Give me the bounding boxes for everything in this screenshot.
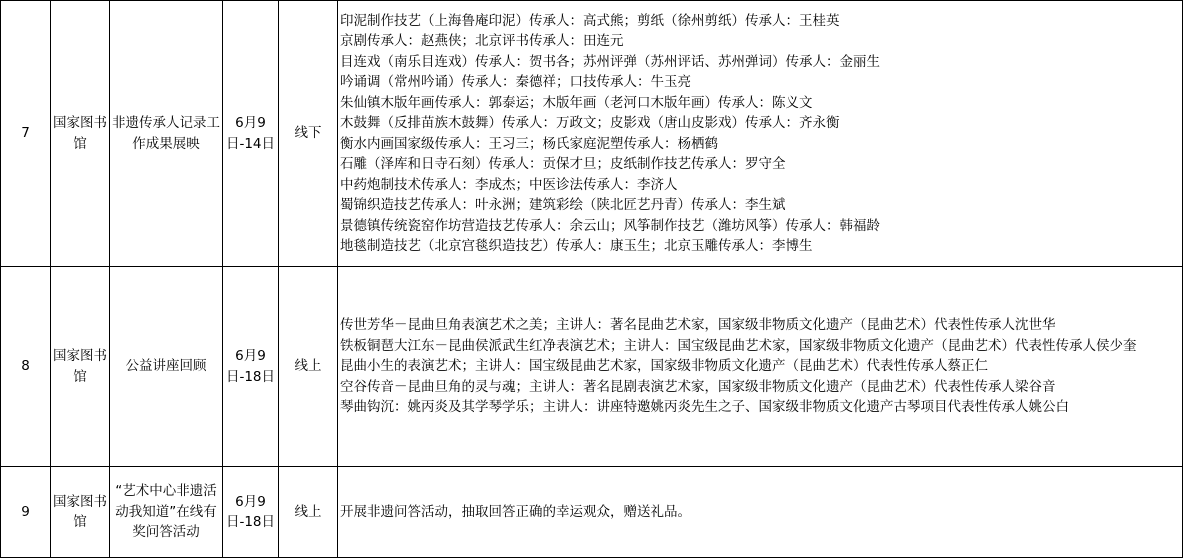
- content-cell: [338, 1, 1183, 267]
- activity-name-cell: “艺术中心非遗活动我知道”在线有奖问答活动: [110, 467, 223, 558]
- content-line: 传世芳华－昆曲旦角表演艺术之美；主讲人：著名昆曲艺术家，国家级非物质文化遗产（昆曲艺术）代表性传承人沈世华: [340, 317, 1056, 334]
- content-line: 地毯制造技艺（北京宫毯织造技艺）传承人：康玉生；北京玉雕传承人：李博生: [340, 238, 813, 254]
- content-line: 蜀锦织造技艺传承人：叶永洲；建筑彩绘（陕北匠艺丹青）传承人：李生斌: [340, 197, 786, 213]
- date-cell: 6月9日-18日: [223, 467, 279, 558]
- activity-name-cell: 公益讲座回顾: [110, 267, 223, 467]
- organizer-cell: 国家图书馆: [51, 467, 110, 558]
- content-line: 昆曲小生的表演艺术；主讲人：国宝级昆曲艺术家，国家级非物质文化遗产（昆曲艺术）代表性传承人蔡正仁: [340, 358, 988, 375]
- mode-cell: 线上: [279, 267, 338, 467]
- content-line: 朱仙镇木版年画传承人：郭泰运；木版年画（老河口木版年画）传承人：陈义文: [340, 94, 813, 111]
- content-line: 琴曲钩沉：姚丙炎及其学琴学乐；主讲人：讲座特邀姚丙炎先生之子、国家级非物质文化遗产古琴项目代表性传承人姚公白: [340, 399, 1069, 416]
- row-number: 8: [1, 267, 51, 467]
- date-cell: 6月9日-14日: [223, 1, 279, 267]
- date-cell: 6月9日-18日: [223, 267, 279, 467]
- content-line: 石雕（泽库和日寺石刻）传承人：贡保才旦；皮纸制作技艺传承人：罗守全: [340, 156, 786, 172]
- table-row: [1, 467, 1183, 558]
- content-line: 衡水内画国家级传承人：王习三；杨氏家庭泥塑传承人：杨栖鹤: [340, 135, 718, 152]
- content-line: 开展非遗问答活动，抽取回答正确的幸运观众，赠送礼品。: [340, 503, 691, 520]
- content-line: 铁板铜琶大江东－昆曲侯派武生红净表演艺术；主讲人：国宝级昆曲艺术家，国家级非物质文化遗产（昆曲艺术）代表性传承人侯少奎: [340, 337, 1137, 354]
- activity-name-cell: 非遗传承人记录工作成果展映: [110, 1, 223, 267]
- organizer-cell: 国家图书馆: [51, 267, 110, 467]
- content-line: 景德镇传统瓷窑作坊营造技艺传承人：余云山；风筝制作技艺（潍坊风筝）传承人：韩福龄: [340, 217, 880, 234]
- table-row: [1, 1, 1183, 267]
- row-number: 9: [1, 467, 51, 558]
- content-line: 印泥制作技艺（上海鲁庵印泥）传承人：高式熊；剪纸（徐州剪纸）传承人：王桂英: [340, 12, 840, 29]
- content-line: 目连戏（南乐目连戏）传承人：贺书各；苏州评弹（苏州评话、苏州弹词）传承人：金丽生: [340, 53, 880, 70]
- content-line: 木鼓舞（反排苗族木鼓舞）传承人：万政文；皮影戏（唐山皮影戏）传承人：齐永衡: [340, 115, 840, 131]
- content-line: 中药炮制技术传承人：李成杰；中医诊法传承人：李济人: [340, 176, 678, 193]
- content-line: 京剧传承人：赵燕侠；北京评书传承人：田连元: [340, 33, 624, 49]
- content-line: 吟诵调（常州吟诵）传承人：秦德祥；口技传承人：牛玉亮: [340, 74, 691, 90]
- organizer-cell: 国家图书馆: [51, 1, 110, 267]
- content-line: 空谷传音－昆曲旦角的灵与魂；主讲人：著名昆剧表演艺术家，国家级非物质文化遗产（昆曲艺术）代表性传承人梁谷音: [340, 378, 1056, 395]
- content-cell: [338, 267, 1183, 467]
- row-number: 7: [1, 1, 51, 267]
- content-cell: [338, 467, 1183, 558]
- mode-cell: 线下: [279, 1, 338, 267]
- mode-cell: 线上: [279, 467, 338, 558]
- table-row: [1, 267, 1183, 467]
